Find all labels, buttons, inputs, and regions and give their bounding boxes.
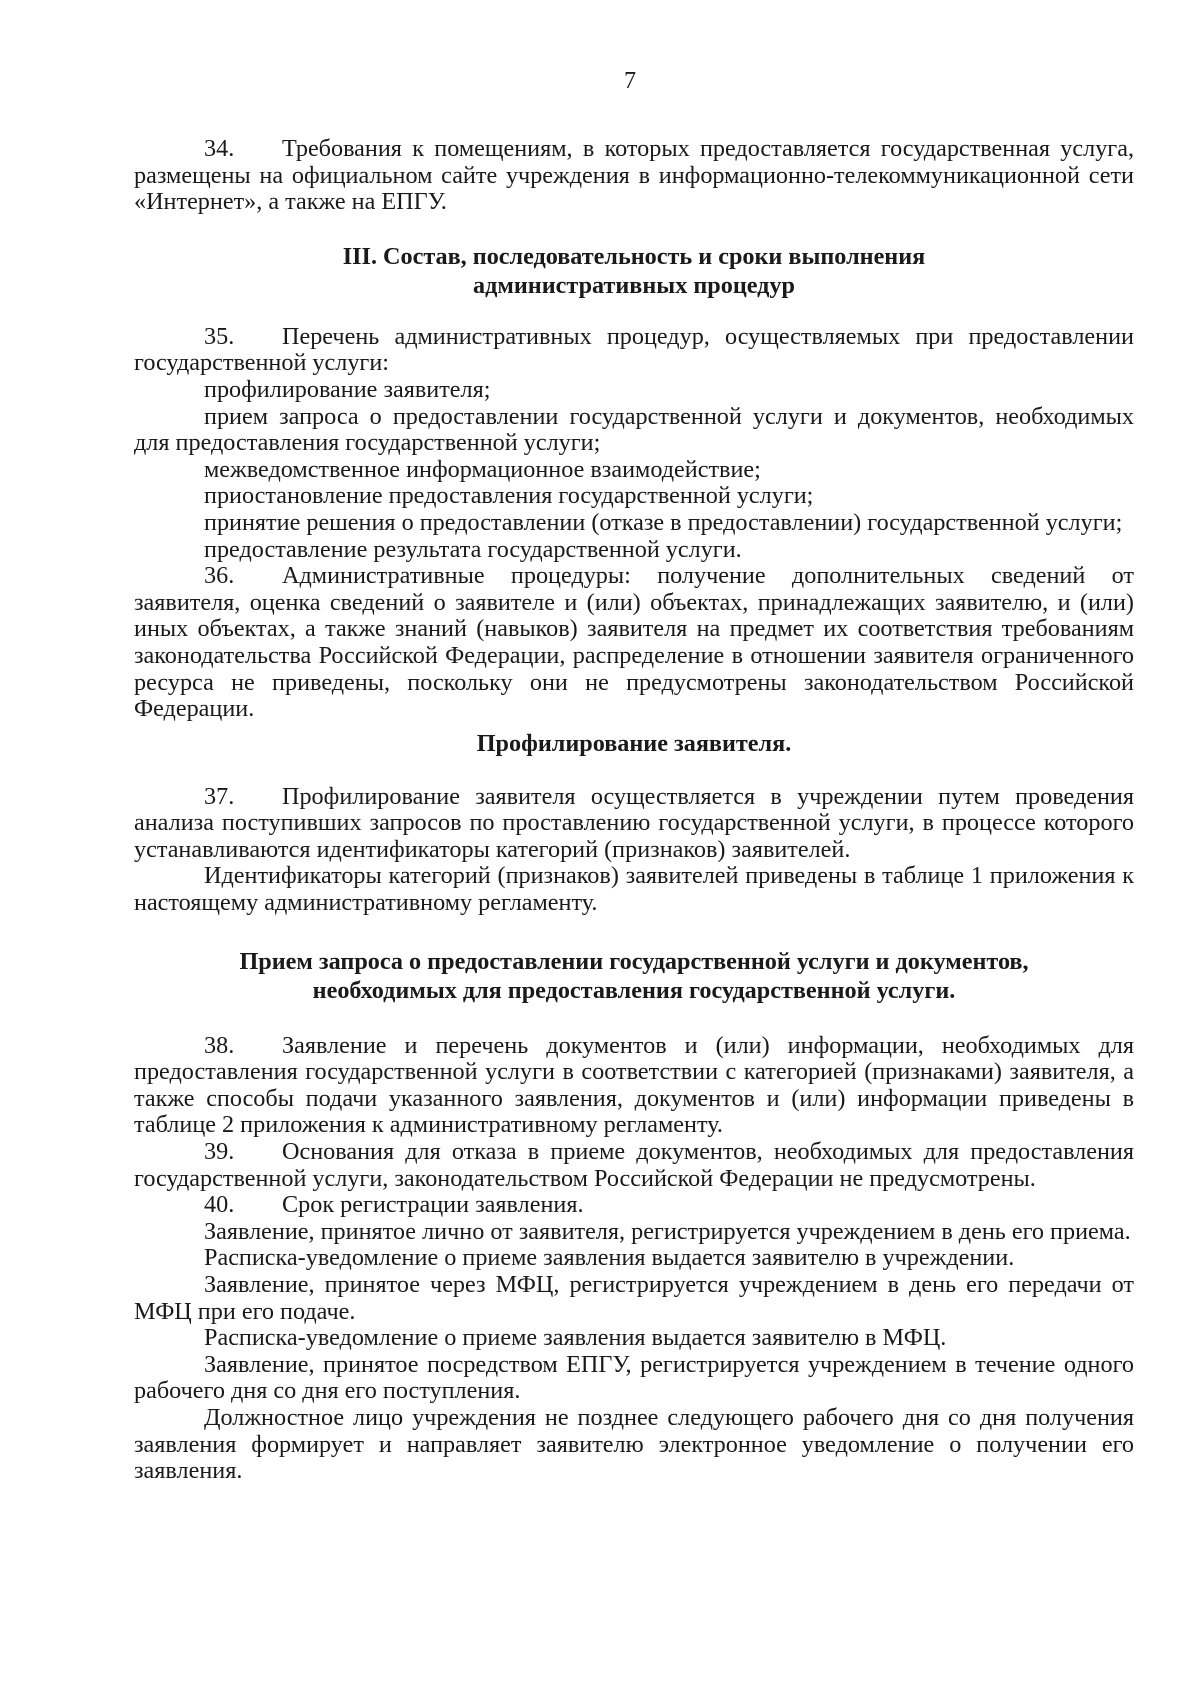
paragraph-40-item: Заявление, принятое лично от заявителя, регистрируется учреждением в день его приема. bbox=[204, 1217, 1131, 1245]
paragraph-text: Профилирование заявителя осуществляется в учреждении путем проведения анализа поступивших запросов по проставлению государственной услуги, в процессе которого устанавливаются идентификаторы категорий (признаков) заявителей. bbox=[134, 782, 1134, 863]
paragraph-40-item: Расписка-уведомление о приеме заявления выдается заявителю в МФЦ. bbox=[204, 1324, 947, 1352]
paragraph-40-item: Заявление, принятое через МФЦ, регистрируется учреждением в день его передачи от МФЦ при его подаче. bbox=[134, 1271, 1134, 1325]
paragraph-number: 35. bbox=[204, 322, 235, 350]
list-item: предоставление результата государственной услуги. bbox=[204, 535, 742, 563]
list-item: межведомственное информационное взаимодействие; bbox=[204, 455, 761, 483]
paragraph-39 bbox=[134, 1139, 1134, 1192]
list-item: профилирование заявителя; bbox=[204, 375, 491, 403]
paragraph-number: 37. bbox=[204, 782, 235, 810]
section-heading-profiling: Профилирование заявителя. bbox=[476, 729, 792, 757]
paragraph-37 bbox=[134, 784, 1134, 864]
heading-line: необходимых для предоставления государственной услуги. bbox=[312, 976, 956, 1004]
paragraph-number: 34. bbox=[204, 135, 235, 162]
paragraph-40-item: Расписка-уведомление о приеме заявления выдается заявителю в учреждении. bbox=[204, 1244, 1015, 1272]
section-heading-request bbox=[134, 947, 1134, 1005]
paragraph-text: Требования к помещениям, в которых предоставляется государственная услуга, размещены на официальном сайте учреждения в информационно-телекоммуникационной сети «Интернет», а также на ЕПГУ. bbox=[134, 135, 1134, 216]
paragraph-38 bbox=[134, 1033, 1134, 1139]
paragraph-35 bbox=[134, 324, 1134, 377]
document-body bbox=[134, 136, 1134, 1485]
list-item: принятие решения о предоставлении (отказе в предоставлении) государственной услуги; bbox=[204, 508, 1123, 536]
heading-line: III. Состав, последовательность и сроки выполнения bbox=[342, 242, 926, 270]
paragraph-34 bbox=[134, 136, 1134, 216]
heading-line: Прием запроса о предоставлении государственной услуги и документов, bbox=[239, 947, 1029, 975]
paragraph-text: Заявление и перечень документов и (или) информации, необходимых для предоставления государственной услуги в соответствии с категорией (признаками) заявителя, а также способы подачи указанного заявления, документов и (или) информации приведены в таблице 2 приложения к административному регламенту. bbox=[134, 1031, 1134, 1139]
paragraph-37-continued: Идентификаторы категорий (признаков) заявителей приведены в таблице 1 приложения к настоящему административному регламенту. bbox=[134, 862, 1134, 917]
paragraph-text: Административные процедуры: получение дополнительных сведений от заявителя, оценка сведений о заявителе и (или) объектах, принадлежащих заявителю, и (или) иных объектах, а также знаний (навыков) заявителя на предмет их соответствия требованиям законодательства Российской Федерации, распределение в отношении заявителя ограниченного ресурса не приведены, поскольку они не предусмотрены законодательством Российской Федерации. bbox=[134, 562, 1134, 723]
section-heading-iii bbox=[134, 242, 1134, 300]
paragraph-number: 36. bbox=[204, 562, 235, 590]
page-number: 7 bbox=[624, 68, 636, 94]
paragraph-number: 40. bbox=[204, 1191, 235, 1219]
paragraph-40-item: Должностное лицо учреждения не позднее следующего рабочего дня со дня получения заявления формирует и направляет заявителю электронное уведомление о получении его заявления. bbox=[134, 1403, 1134, 1485]
list-item: прием запроса о предоставлении государственной услуги и документов, необходимых для предоставления государственной услуги; bbox=[134, 402, 1134, 457]
paragraph-40 bbox=[134, 1192, 1134, 1219]
list-item: приостановление предоставления государственной услуги; bbox=[204, 482, 814, 510]
heading-line: административных процедур bbox=[473, 271, 795, 299]
paragraph-number: 39. bbox=[204, 1138, 235, 1166]
paragraph-40-item: Заявление, принятое посредством ЕПГУ, регистрируется учреждением в течение одного рабочего дня со дня его поступления. bbox=[134, 1350, 1134, 1405]
paragraph-text: Перечень административных процедур, осуществляемых при предоставлении государственной услуги: bbox=[134, 322, 1134, 377]
paragraph-36 bbox=[134, 563, 1134, 723]
paragraph-text: Основания для отказа в приеме документов, необходимых для предоставления государственной услуги, законодательством Российской Федерации не предусмотрены. bbox=[134, 1138, 1134, 1192]
paragraph-number: 38. bbox=[204, 1031, 235, 1059]
paragraph-text: Срок регистрации заявления. bbox=[282, 1191, 584, 1219]
